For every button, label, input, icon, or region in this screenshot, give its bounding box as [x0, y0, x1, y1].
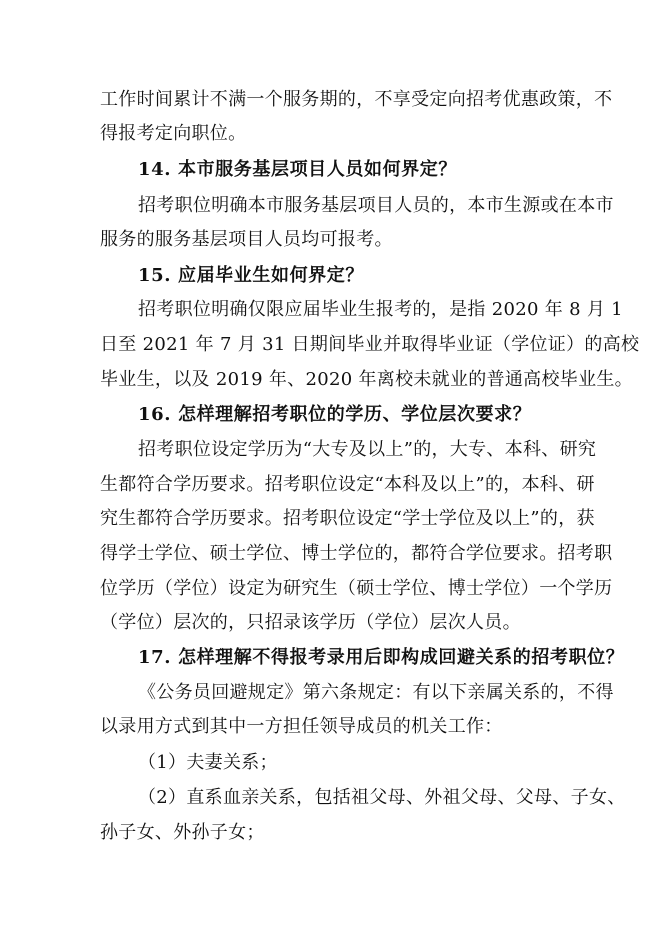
paragraph-line: 招考职位明确本市服务基层项目人员的，本市生源或在本市: [138, 195, 614, 216]
paragraph-line: 工作时间累计不满一个服务期的，不享受定向招考优惠政策，不: [100, 89, 613, 110]
section-heading-15: 15. 应届毕业生如何界定？: [138, 265, 364, 286]
paragraph-line: （学位）层次的，只招录该学历（学位）层次人员。: [100, 612, 521, 633]
paragraph-line: 招考职位明确仅限应届毕业生报考的，是指 2020 年 8 月 1: [138, 299, 623, 320]
list-item-1: （1）夫妻关系；: [138, 752, 278, 773]
section-heading-17: 17. 怎样理解不得报考录用后即构成回避关系的招考职位？: [138, 647, 625, 668]
paragraph-line: 以录用方式到其中一方担任领导成员的机关工作：: [100, 716, 503, 737]
paragraph-line: 位学历（学位）设定为研究生（硕士学位、博士学位）一个学历: [100, 578, 613, 599]
paragraph-line: 《公务员回避规定》第六条规定：有以下亲属关系的，不得: [138, 682, 614, 703]
paragraph-line: 生都符合学历要求。招考职位设定“本科及以上”的，本科、研: [100, 474, 595, 495]
section-heading-14: 14. 本市服务基层项目人员如何界定？: [138, 159, 457, 180]
paragraph-line: 得学士学位、硕士学位、博士学位的，都符合学位要求。招考职: [100, 543, 613, 564]
paragraph-line: 孙子女、外孙子女；: [100, 822, 265, 843]
paragraph-line: 究生都符合学历要求。招考职位设定“学士学位及以上”的，获: [100, 508, 595, 529]
paragraph-line: 招考职位设定学历为“大专及以上”的，大专、本科、研究: [138, 439, 597, 460]
list-item-2: （2）直系血亲关系，包括祖父母、外祖父母、父母、子女、: [138, 787, 626, 808]
paragraph-line: 服务的服务基层项目人员均可报考。: [100, 229, 393, 250]
paragraph-line: 毕业生，以及 2019 年、2020 年离校未就业的普通高校毕业生。: [100, 369, 633, 390]
section-heading-16: 16. 怎样理解招考职位的学历、学位层次要求？: [138, 404, 532, 425]
paragraph-line: 日至 2021 年 7 月 31 日期间毕业并取得毕业证（学位证）的高校: [100, 334, 640, 355]
paragraph-line: 得报考定向职位。: [100, 123, 247, 144]
